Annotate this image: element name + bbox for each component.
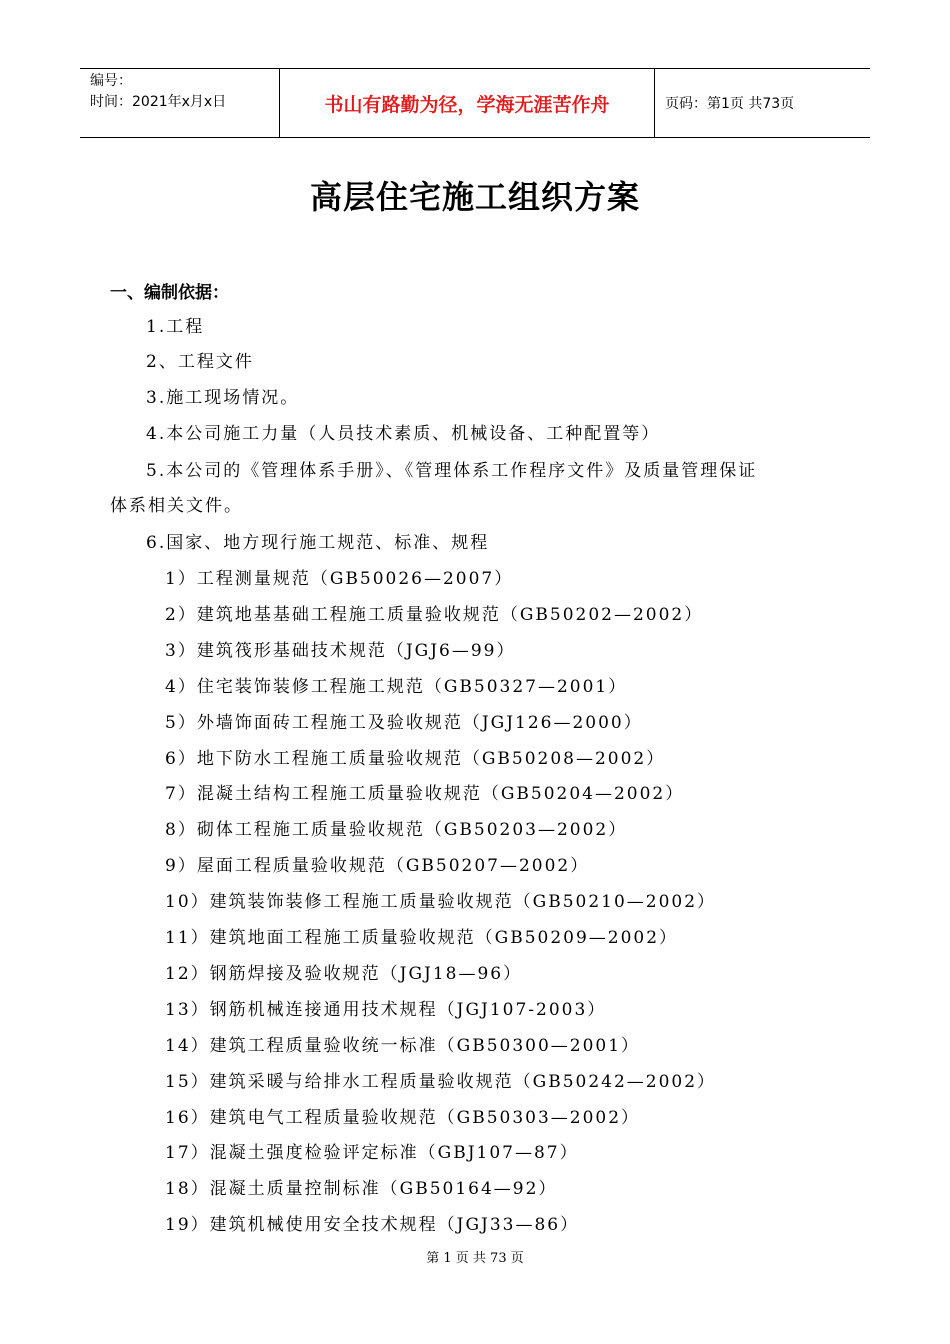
standard-item: 10）建筑装饰装修工程施工质量验收规范（GB50210—2002） [165,892,717,913]
standard-item: 1）工程测量规范（GB50026—2007） [165,569,514,589]
standard-item: 18）混凝土质量控制标准（GB50164—92） [165,1179,558,1200]
time-label: 时间：2021年x月x日 [90,94,227,110]
basis-item: 4.本公司施工力量（人员技术素质、机械设备、工种配置等） [146,424,661,444]
standard-item: 2）建筑地基基础工程施工质量验收规范（GB50202—2002） [165,604,704,625]
standard-item: 9）屋面工程质量验收规范（GB50207—2002） [165,856,590,877]
header-left-cell [80,69,280,137]
basis-item: 6.国家、地方现行施工规范、标准、规程 [146,533,490,553]
standard-item: 8）砌体工程施工质量验收规范（GB50203—2002） [165,820,628,841]
basis-item: 1.工程 [146,317,205,337]
standard-item: 14）建筑工程质量验收统一标准（GB50300—2001） [165,1035,641,1056]
basis-item: 3.施工现场情况。 [146,388,300,408]
standard-item: 3）建筑筏形基础技术规范（JGJ6—99） [165,640,516,661]
basis-item: 2、工程文件 [146,352,254,372]
motto: 书山有路勤为径，学海无涯苦作舟 [280,69,655,137]
basis-item: 体系相关文件。 [110,496,243,516]
standard-item: 4）住宅装饰装修工程施工规范（GB50327—2001） [165,676,628,697]
page-label: 页码：第1页 共73页 [665,96,795,112]
standard-item: 19）建筑机械使用安全技术规程（JGJ33—86） [165,1215,580,1236]
standard-item: 15）建筑采暖与给排水工程质量验收规范（GB50242—2002） [165,1071,717,1092]
document-title: 高层住宅施工组织方案 [309,178,640,216]
page-footer: 第 1 页 共 73 页 [426,1251,524,1266]
standard-item: 16）建筑电气工程质量验收规范（GB50303—2002） [165,1107,641,1128]
standard-item: 6）地下防水工程施工质量验收规范（GB50208—2002） [165,748,666,769]
standard-item: 7）混凝土结构工程施工质量验收规范（GB50204—2002） [165,784,685,805]
section-heading: 一、编制依据： [110,283,229,303]
standard-item: 17）混凝土强度检验评定标准（GBJ107—87） [165,1143,579,1164]
standard-item: 11）建筑地面工程施工质量验收规范（GB50209—2002） [165,928,679,948]
number-label: 编号： [90,73,132,89]
basis-item: 5.本公司的《管理体系手册》、《管理体系工作程序文件》及质量管理保证 [146,461,758,481]
standard-item: 13）钢筋机械连接通用技术规程（JGJ107-2003） [165,999,607,1020]
standard-item: 5）外墙饰面砖工程施工及验收规范（JGJ126—2000） [165,712,643,733]
header-table [80,68,870,138]
standard-item: 12）钢筋焊接及验收规范（JGJ18—96） [165,963,523,984]
